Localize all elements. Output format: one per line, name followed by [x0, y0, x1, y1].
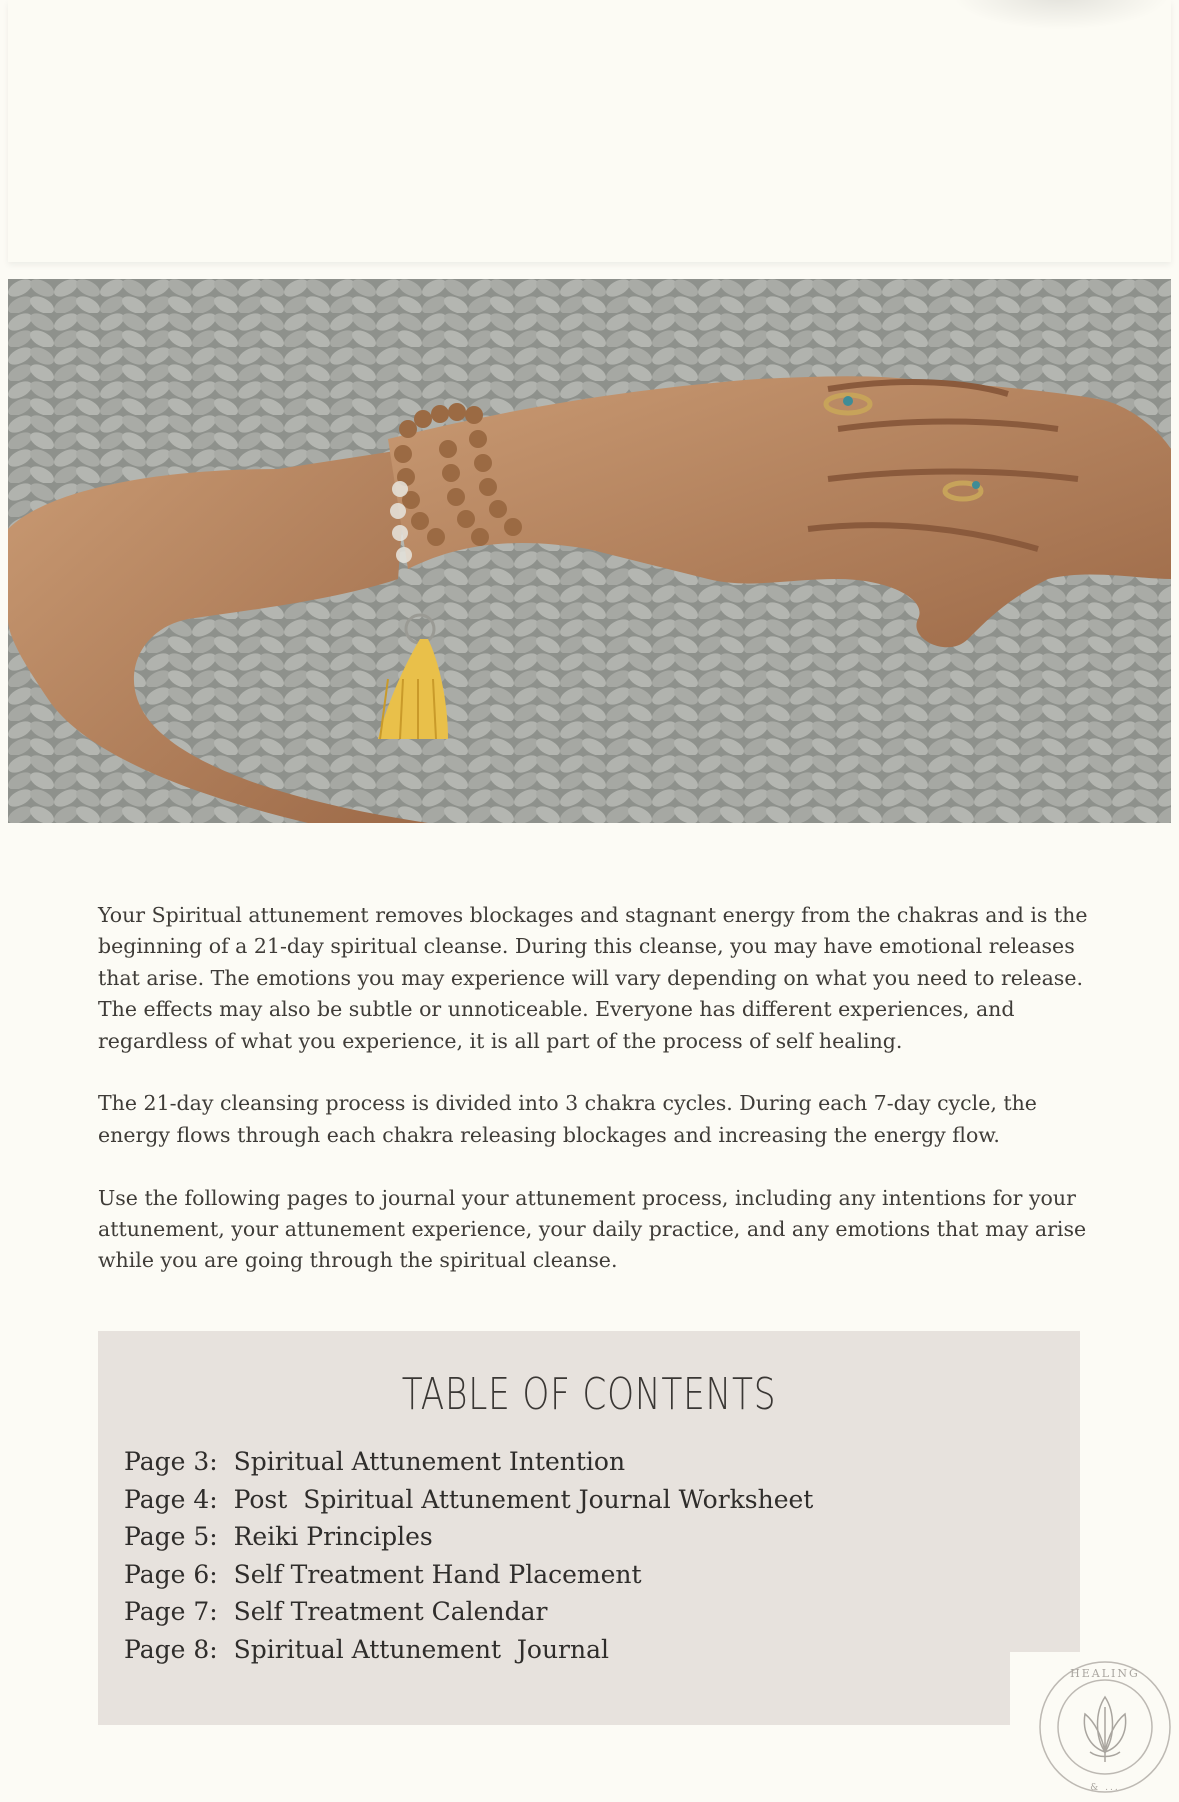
logo-text-top: HEALING	[1070, 1667, 1140, 1680]
lotus-logo-icon	[1030, 1652, 1179, 1802]
toc-item: Page 3: Spiritual Attunement Intention	[124, 1447, 626, 1476]
toc-list	[124, 1443, 813, 1669]
cleansing-paragraph: The 21-day cleansing process is divided into 3 chakra cycles. During each 7-day cycle, the energy flows through each chakra releasing blockages and increasing the energy flow.	[98, 1091, 1037, 1147]
toc-item: Page 8: Spiritual Attunement Journal	[124, 1634, 610, 1664]
logo-text-bottom: & ...	[1090, 1783, 1120, 1793]
hero-photo	[8, 279, 1171, 823]
top-blank-band	[8, 0, 1171, 262]
body-text	[98, 900, 1088, 1308]
toc-item: Page 4: Post Spiritual Attunement Journal Worksheet	[124, 1484, 814, 1514]
journal-paragraph: Use the following pages to journal your attunement process, including any intentions for your attunement, your attunement experience, your daily practice, and any emotions that may arise while you are going through the spiritual cleanse.	[98, 1185, 1087, 1273]
toc-item: Page 5: Reiki Principles	[124, 1522, 433, 1552]
intro-paragraph: Your Spiritual attunement removes blockages and stagnant energy from the chakras and is the beginning of a 21-day spiritual cleanse. During this cleanse, you may have emotional releases that arise. The emotions you may experience will vary depending on what you need to release. The effects may also be subtle or unnoticeable. Everyone has different experiences, and regardless of what you experience, it is all part of the process of self healing.	[98, 903, 1088, 1053]
logo-panel	[1010, 1652, 1179, 1793]
toc-item: Page 7: Self Treatment Calendar	[124, 1597, 548, 1627]
toc-title: TABLE OF CONTENTS	[401, 1369, 777, 1420]
toc-item: Page 6: Self Treatment Hand Placement	[124, 1559, 642, 1589]
corner-shadow	[951, 0, 1171, 30]
table-of-contents	[98, 1331, 1080, 1725]
